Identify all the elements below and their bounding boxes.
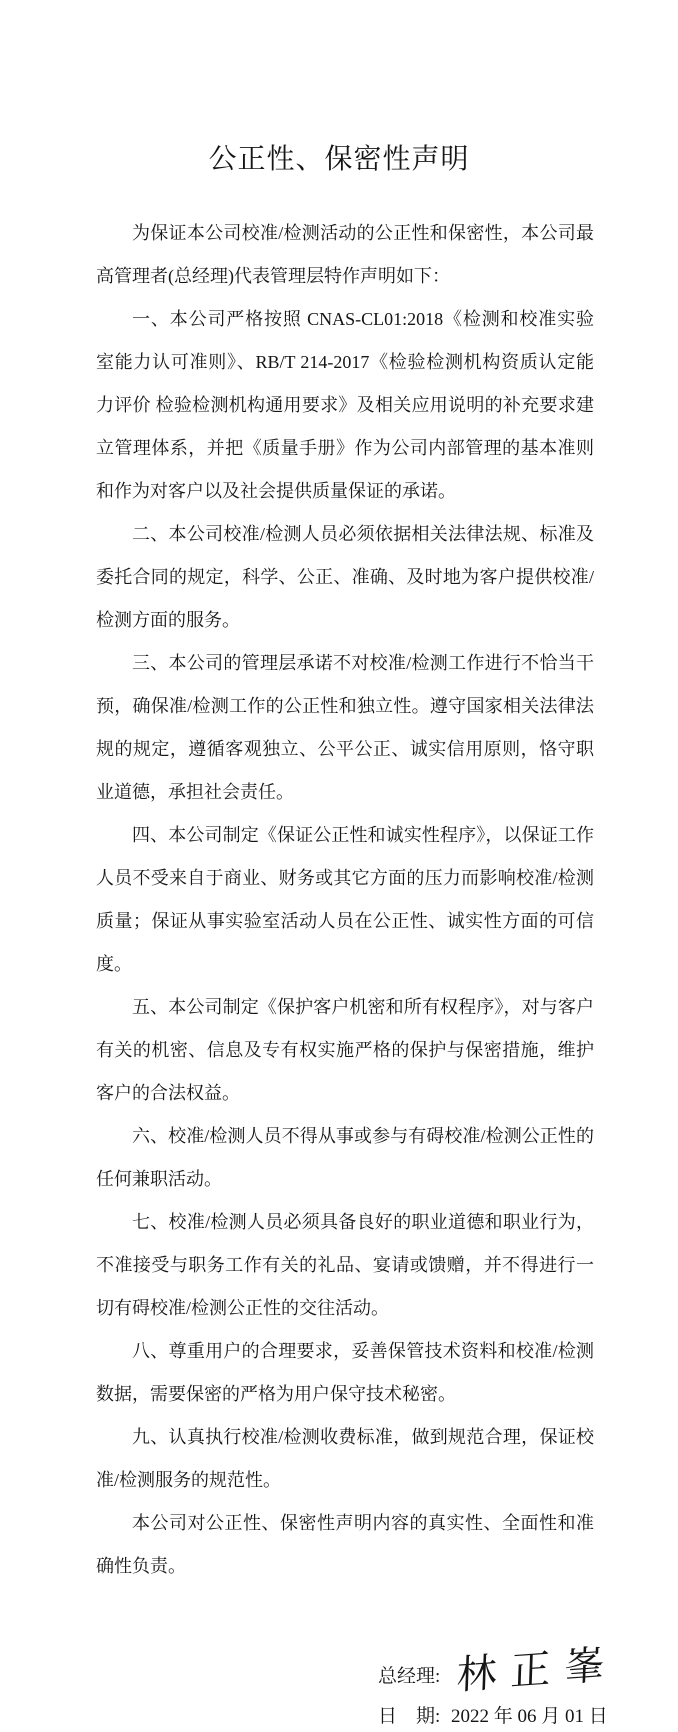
statement-item-9: 九、认真执行校准/检测收费标准，做到规范合理，保证校准/检测服务的规范性。 bbox=[96, 1427, 594, 1490]
statement-item-6: 六、校准/检测人员不得从事或参与有碍校准/检测公正性的任何兼职活动。 bbox=[96, 1126, 594, 1189]
general-manager-label: 总经理: bbox=[378, 1666, 441, 1687]
statement-body bbox=[96, 212, 620, 1732]
date-row bbox=[378, 1702, 608, 1732]
statement-item-2: 二、本公司校准/检测人员必须依据相关法律法规、标准及委托合同的规定，科学、公正、准确、及时地为客户提供校准/检测方面的服务。 bbox=[96, 524, 594, 630]
date-value: 2022 年 06 月 01 日 bbox=[451, 1706, 608, 1727]
statement-item-4: 四、本公司制定《保证公正性和诚实性程序》，以保证工作人员不受来自于商业、财务或其它方面的压力而影响校准/检测质量；保证从事实验室活动人员在公正性、诚实性方面的可信度。 bbox=[96, 825, 594, 974]
closing-paragraph: 本公司对公正性、保密性声明内容的真实性、全面性和准确性负责。 bbox=[96, 1513, 594, 1576]
statement-item-7: 七、校准/检测人员必须具备良好的职业道德和职业行为，不准接受与职务工作有关的礼品、宴请或馈赠，并不得进行一切有碍校准/检测公正性的交往活动。 bbox=[96, 1212, 594, 1318]
statement-item-5: 五、本公司制定《保护客户机密和所有权程序》，对与客户有关的机密、信息及专有权实施严格的保护与保密措施，维护客户的合法权益。 bbox=[96, 997, 594, 1103]
statement-item-1: 一、本公司严格按照 CNAS-CL01:2018《检测和校准实验室能力认可准则》、RB/T 214-2017《检验检测机构资质认定能力评价 检验检测机构通用要求》及相关应用说明的补充要求建立管理体系，并把《质量手册》作为公司内部管理的基本准则和作为对客户以及社会提供质量保证的承诺。 bbox=[96, 309, 594, 501]
signature-row bbox=[378, 1634, 620, 1699]
handwritten-signature: 林正峯 bbox=[456, 1641, 620, 1699]
page-title: 公正性、保密性声明 bbox=[208, 144, 470, 175]
date-label: 日 期: bbox=[378, 1706, 441, 1727]
statement-item-3: 三、本公司的管理层承诺不对校准/检测工作进行不恰当干预，确保准/检测工作的公正性和独立性。遵守国家相关法律法规的规定，遵循客观独立、公平公正、诚实信用原则，恪守职业道德，承担社会责任。 bbox=[96, 653, 594, 802]
intro-paragraph: 为保证本公司校准/检测活动的公正性和保密性，本公司最高管理者(总经理)代表管理层特作声明如下： bbox=[96, 223, 594, 286]
signature-block bbox=[378, 1634, 620, 1732]
statement-item-8: 八、尊重用户的合理要求，妥善保管技术资料和校准/检测数据，需要保密的严格为用户保守技术秘密。 bbox=[96, 1341, 594, 1404]
